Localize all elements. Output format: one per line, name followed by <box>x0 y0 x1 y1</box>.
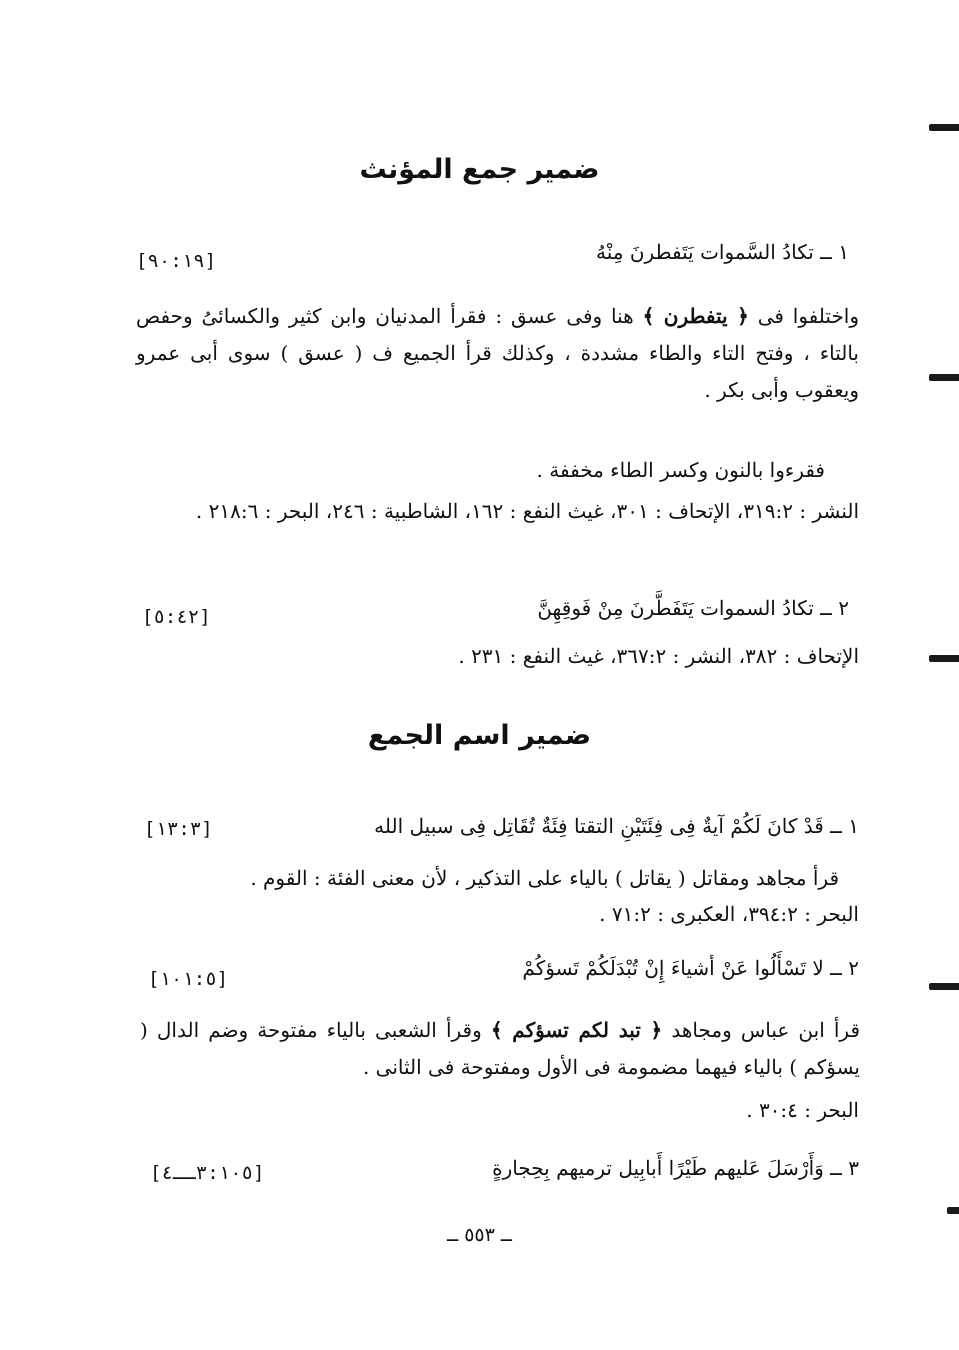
commentary-paragraph <box>140 1012 860 1086</box>
commentary-paragraph <box>136 298 859 409</box>
verse-line: ٢ ــ تكادُ السموات يَتَفَطَّرنَ مِنْ فَوقِهِنَّ <box>537 596 849 620</box>
sources-paragraph: النشر : ٣١٩:٢، الإتحاف : ٣٠١، غيث النفع : ١٦٢، الشاطبية : ٢٤٦، البحر : ٢١٨:٦ . <box>195 499 859 523</box>
scan-edge-mark <box>929 374 959 381</box>
scan-edge-mark <box>929 983 959 990</box>
verse-reference: [٥:٤٢] <box>142 606 211 628</box>
verse-reference: [١٠١:٥] <box>148 968 229 990</box>
highlighted-word: ﴿ تبد لكم تسؤكم ﴾ <box>490 1018 663 1042</box>
highlighted-word: ﴿ يتفطرن ﴾ <box>642 304 749 328</box>
commentary-text: واختلفوا فى <box>757 304 860 328</box>
verse-line: ١ ــ تكادُ السَّموات يَتَفطرنَ مِنْهُ <box>596 240 849 264</box>
verse-line: ٢ ــ لا تَسْأَلُوا عَنْ أشياءَ إِنْ تُبْدَلَكُمْ تَسؤكُمْ <box>522 956 859 980</box>
sources-line: الإتحاف : ٣٨٢، النشر : ٣٦٧:٢، غيث النفع : ٢٣١ . <box>458 644 859 668</box>
section-title-feminine-plural: ضمير جمع المؤنث <box>359 154 600 185</box>
scan-edge-mark <box>929 124 959 131</box>
sources-line: البحر : ٣٠:٤ . <box>746 1098 859 1122</box>
commentary-text: هنا وفى عسق : فقرأ المدنيان وابن كثير والكسائىُ وحفص بالتاء ، وفتح التاء والطاء مشددة ، وكذلك قرأ الجميع ف ( عسق ) سوى أبى عمرو ويعقوب وأبى بكر . <box>136 304 859 402</box>
verse-reference: [١٣:٣] <box>144 818 213 840</box>
commentary-text: قرأ ابن عباس ومجاهد <box>671 1018 860 1042</box>
verse-reference: [٣:١٠٥ــ٤] <box>150 1162 265 1184</box>
sources-line: البحر : ٣٩٤:٢، العكبرى : ٧١:٢ . <box>599 902 859 926</box>
section-title-collective-noun: ضمير اسم الجمع <box>367 720 592 751</box>
scan-edge-mark <box>929 655 959 662</box>
verse-line: ١ ــ قَدْ كانَ لَكُمْ آيةٌ فِى فِئَتَيْنِ التقتا فِئَةٌ تُقَاتِل فِى سبيل الله <box>374 814 859 838</box>
page-number: ــ ٥٥٣ ــ <box>447 1224 512 1246</box>
commentary-line: فقرءوا بالنون وكسر الطاء مخففة . <box>536 458 825 482</box>
commentary-line: قرأ مجاهد ومقاتل ( يقاتل ) بالياء على التذكير ، لأن معنى الفئة : القوم . <box>250 866 839 890</box>
verse-line: ٣ ــ وَأَرْسَلَ عَليهم طَيْرًا أَبابِيل ترميهم بِحِجارةٍ <box>492 1156 859 1180</box>
verse-reference: [٩٠:١٩] <box>136 250 217 272</box>
scan-edge-mark <box>947 1207 959 1214</box>
commentary-text: وقرأ الشعبى بالياء مفتوحة وضم الدال ( يسؤكم ) بالياء فيهما مضمومة فى الأول ومفتوحة فى الثانى . <box>140 1018 860 1079</box>
